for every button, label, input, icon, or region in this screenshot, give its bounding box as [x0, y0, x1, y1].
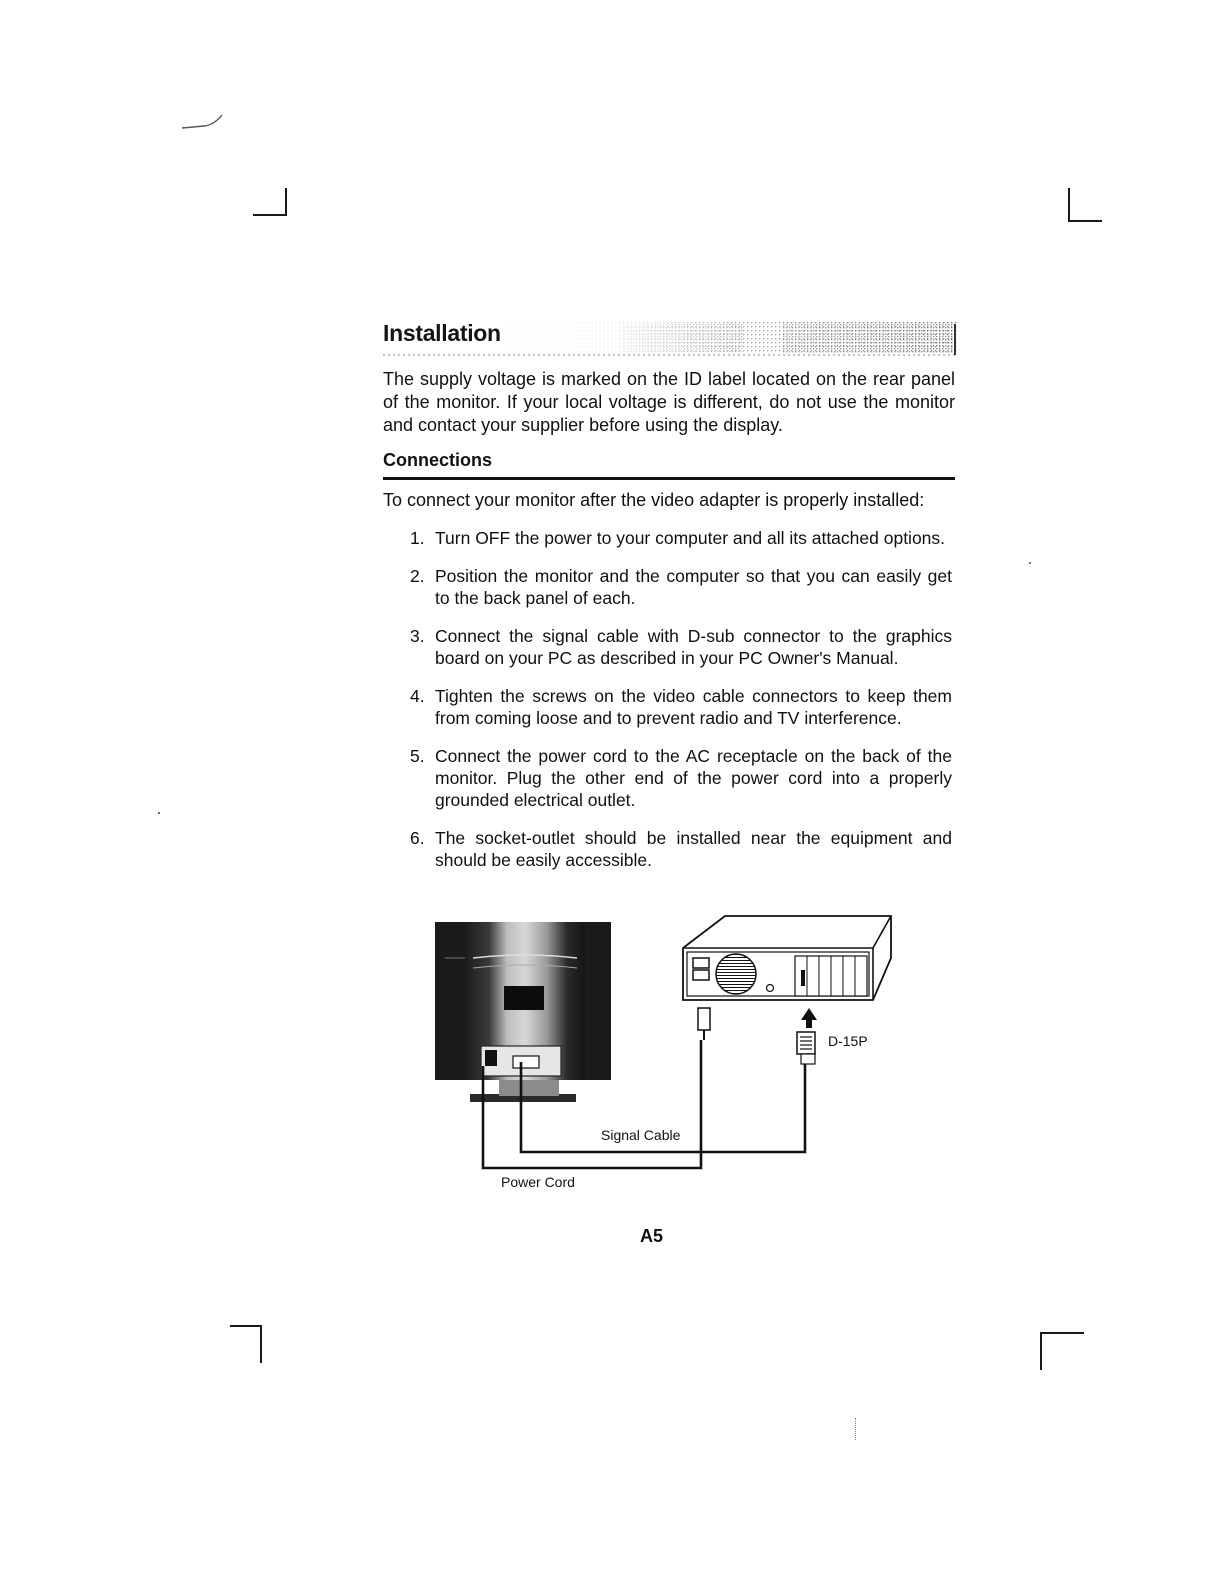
step-item — [410, 527, 952, 549]
step-text: Tighten the screws on the video cable connectors to keep them from coming loose and to prevent radio and TV interference. — [435, 686, 952, 728]
heading-rule — [383, 477, 955, 480]
step-text: Connect the signal cable with D-sub connector to the graphics board on your PC as described in your PC Owner's Manual. — [435, 626, 952, 668]
step-item — [410, 827, 952, 871]
power-cord-label: Power Cord — [501, 1174, 575, 1190]
crop-mark-bottom-right — [1040, 1332, 1084, 1370]
connection-steps — [410, 527, 952, 887]
step-number: 1. — [410, 528, 425, 548]
page-number: A5 — [640, 1226, 664, 1246]
step-item — [410, 565, 952, 609]
intro-paragraph: The supply voltage is marked on the ID label located on the rear panel of the monitor. If your local voltage is different, do not use the monitor and contact your supplier before using the display. — [383, 369, 955, 435]
connector-label: D-15P — [828, 1033, 868, 1049]
step-number: 5. — [410, 746, 425, 766]
step-item — [410, 625, 952, 669]
step-number: 2. — [410, 566, 425, 586]
connections-lead: To connect your monitor after the video adapter is properly installed: — [383, 490, 925, 510]
step-item — [410, 685, 952, 729]
connections-heading: Connections — [383, 450, 493, 470]
diagram-illustration — [425, 908, 905, 1208]
step-number: 6. — [410, 828, 425, 848]
step-text: Turn OFF the power to your computer and all its attached options. — [435, 528, 946, 548]
step-number: 4. — [410, 686, 425, 706]
scan-dot — [855, 1418, 857, 1440]
step-text: Connect the power cord to the AC receptacle on the back of the monitor. Plug the other end of the power cord into a properly grounded electrical outlet. — [435, 746, 952, 810]
scan-dot — [1029, 562, 1031, 564]
step-item — [410, 745, 952, 811]
crop-mark-bottom-left — [230, 1325, 262, 1363]
power-plug — [698, 1008, 710, 1040]
crop-mark-top-left — [253, 188, 287, 216]
step-text: The socket-outlet should be installed near the equipment and should be easily accessible. — [435, 828, 952, 870]
computer-unit — [683, 916, 891, 1000]
d-sub-connector — [797, 1008, 817, 1064]
section-title: Installation — [383, 320, 501, 346]
monitor-rear — [435, 922, 611, 1102]
scan-dot — [158, 812, 160, 814]
section-header — [383, 314, 957, 356]
crop-mark-top-right — [1068, 188, 1102, 222]
scan-mark — [180, 110, 230, 132]
step-text: Position the monitor and the computer so that you can easily get to the back panel of each. — [435, 566, 952, 608]
signal-cable-label: Signal Cable — [601, 1127, 681, 1143]
connection-diagram — [425, 908, 905, 1208]
step-number: 3. — [410, 626, 425, 646]
